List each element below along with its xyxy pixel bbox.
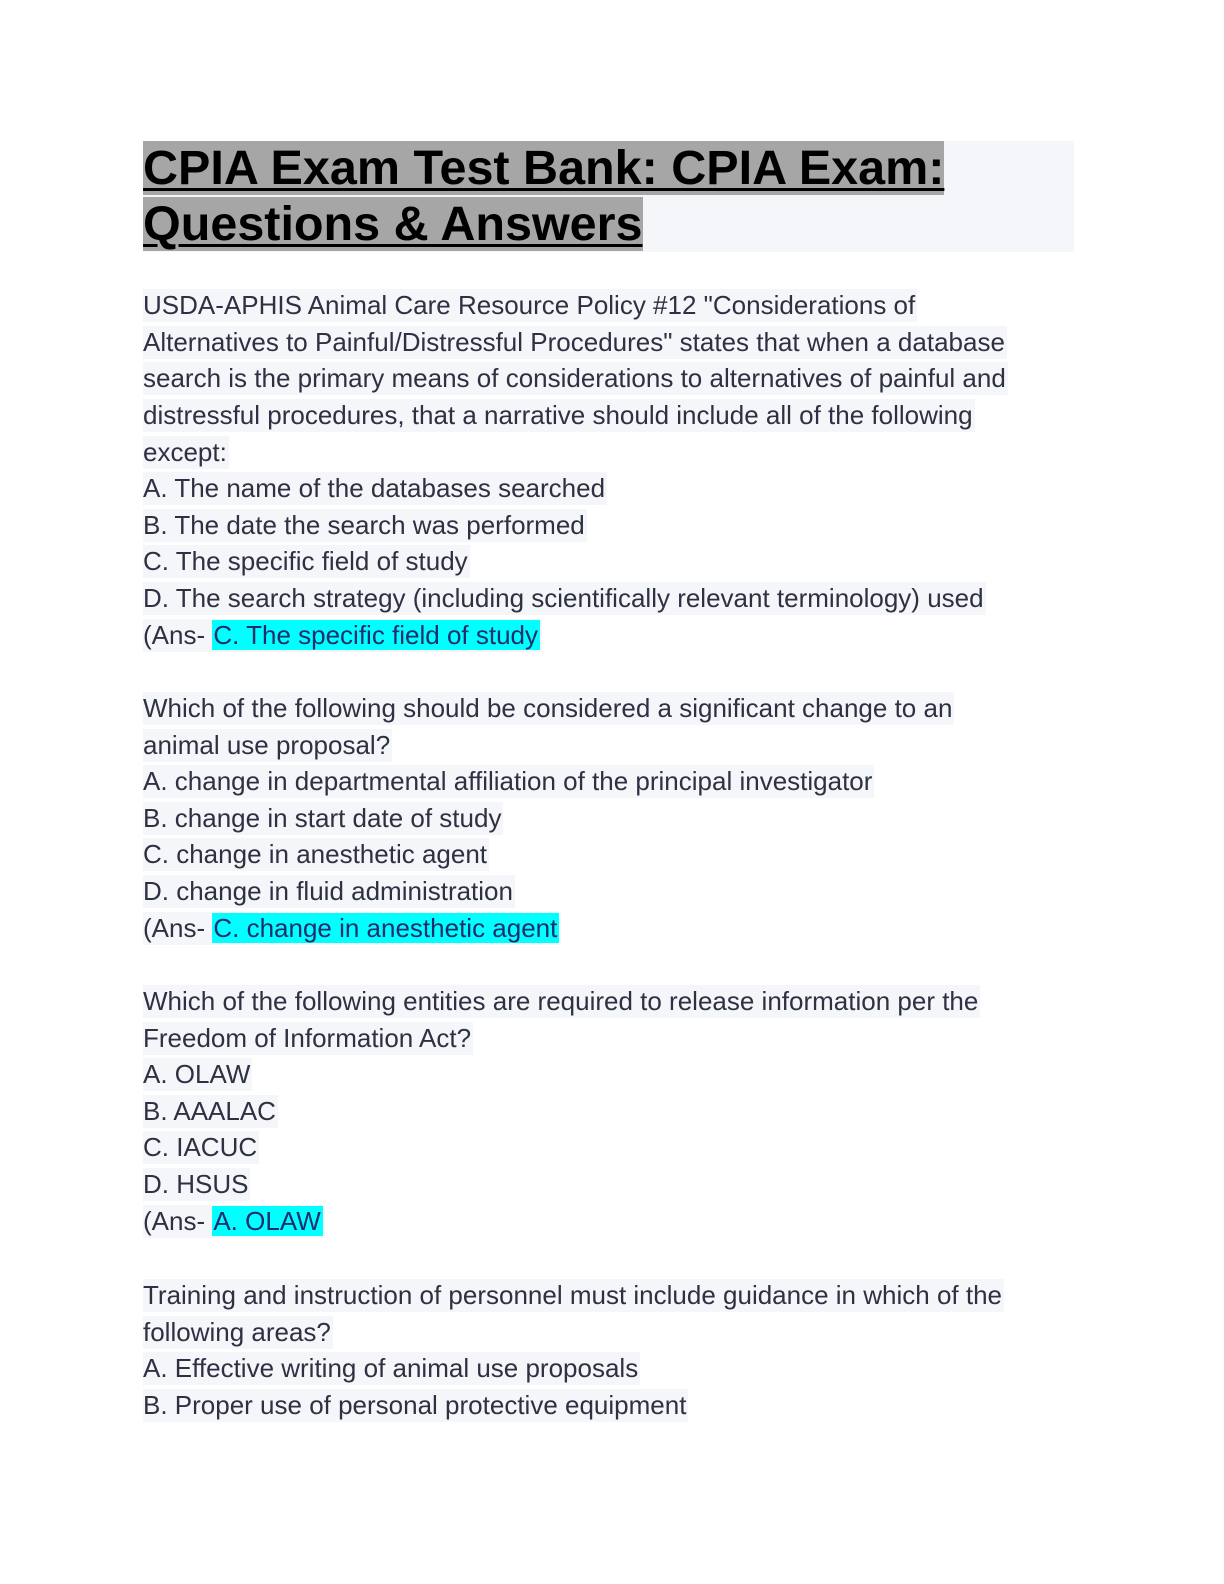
question-2-option-b: B. change in start date of study xyxy=(143,803,502,833)
question-2-stem-line-2: animal use proposal? xyxy=(143,730,391,760)
question-3-option-d: D. HSUS xyxy=(143,1169,249,1199)
title-line-1: CPIA Exam Test Bank: CPIA Exam: xyxy=(143,141,945,195)
question-3-stem-line-2: Freedom of Information Act? xyxy=(143,1023,472,1053)
question-3-option-c: C. IACUC xyxy=(143,1132,258,1162)
question-1-option-b: B. The date the search was performed xyxy=(143,510,585,540)
question-2-option-d: D. change in fluid administration xyxy=(143,876,513,906)
question-2-answer: C. change in anesthetic agent xyxy=(213,913,558,943)
title-line-2: Questions & Answers xyxy=(143,197,643,251)
question-1-stem-line-4: distressful procedures, that a narrative should include all of the following xyxy=(143,400,973,430)
question-4-option-a: A. Effective writing of animal use proposals xyxy=(143,1353,639,1383)
answer-prefix: (Ans- xyxy=(143,1206,213,1236)
question-1-stem-line-1: USDA-APHIS Animal Care Resource Policy #12 "Considerations of xyxy=(143,290,916,320)
question-1-option-d: D. The search strategy (including scientifically relevant terminology) used xyxy=(143,583,984,613)
question-2-stem-line-1: Which of the following should be considered a significant change to an xyxy=(143,693,953,723)
question-1-answer: C. The specific field of study xyxy=(213,620,539,650)
question-3-answer: A. OLAW xyxy=(213,1206,321,1236)
question-4-stem-line-2: following areas? xyxy=(143,1317,331,1347)
question-3-answer-line xyxy=(143,1205,325,1238)
question-1-stem-line-2: Alternatives to Painful/Distressful Procedures" states that when a database xyxy=(143,327,1005,357)
question-1-stem-line-3: search is the primary means of considerations to alternatives of painful and xyxy=(143,363,1006,393)
answer-prefix: (Ans- xyxy=(143,913,213,943)
question-2-option-c: C. change in anesthetic agent xyxy=(143,839,488,869)
question-4-option-b: B. Proper use of personal protective equipment xyxy=(143,1390,687,1420)
question-3-option-b: B. AAALAC xyxy=(143,1096,276,1126)
question-2-option-a: A. change in departmental affiliation of the principal investigator xyxy=(143,766,873,796)
answer-prefix: (Ans- xyxy=(143,620,213,650)
question-2-answer-line xyxy=(143,912,561,945)
question-4-stem-line-1: Training and instruction of personnel must include guidance in which of the xyxy=(143,1280,1002,1310)
question-1-stem-line-5: except: xyxy=(143,437,227,467)
question-1-option-c: C. The specific field of study xyxy=(143,546,468,576)
question-1-answer-line xyxy=(143,619,542,652)
question-3-stem-line-1: Which of the following entities are required to release information per the xyxy=(143,986,979,1016)
document-title xyxy=(143,141,1074,252)
question-1-option-a: A. The name of the databases searched xyxy=(143,473,606,503)
question-3-option-a: A. OLAW xyxy=(143,1059,251,1089)
